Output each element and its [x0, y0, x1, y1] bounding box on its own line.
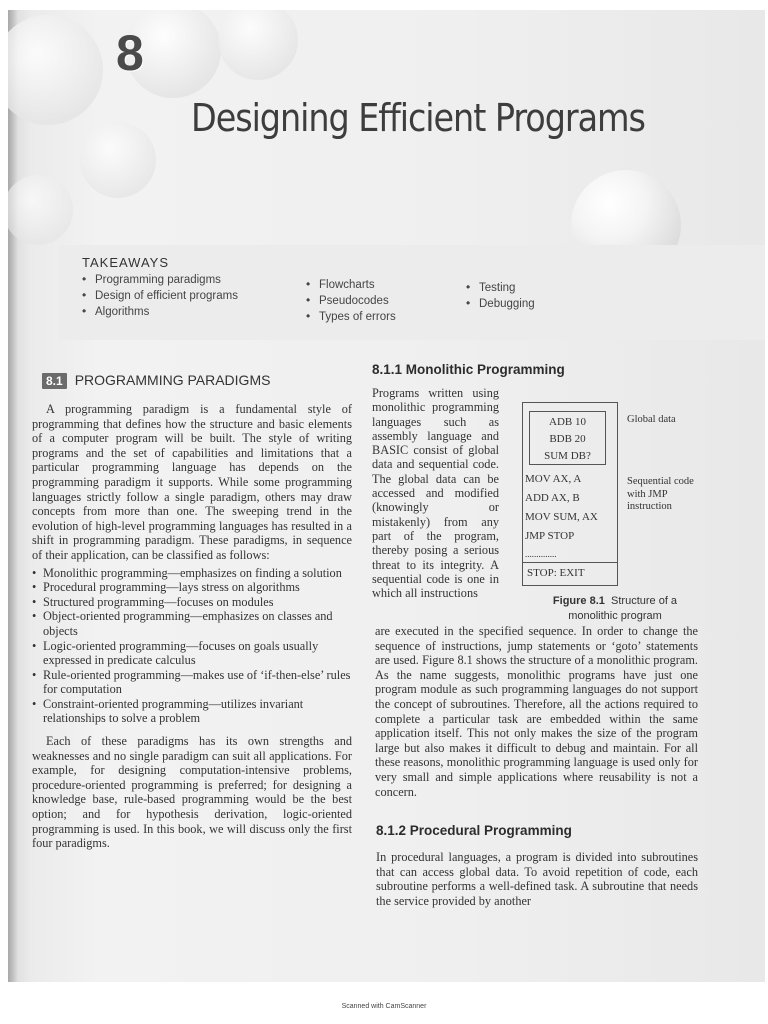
takeaway-item: • Testing — [466, 280, 535, 296]
paradigm-list — [32, 566, 352, 727]
paradigm-item: • Object-oriented programming—emphasizes on classes and objects — [32, 609, 352, 638]
book-page — [8, 10, 765, 982]
monolithic-wide-text: are executed in the specified sequence. In order to change the sequence of instructions, jump statements or ‘goto’ statements are used. Figure 8.1 shows the structure of a monolithic program. As the name suggests, monolithic programs have just one program module as such programming languages do not support the concept of subroutines. Therefore, all the actions required to complete a particular task are embedded within the same application itself. This not only makes the size of the program large but also makes it difficult to debug and maintain. For all these reasons, monolithic programming language is used only for very small and simple applications where reusability is not a concern. — [375, 624, 698, 799]
code-ellipsis: .............. — [525, 549, 557, 559]
label-sequential-code: Sequential code with JMP instruction — [627, 476, 694, 512]
global-data-line: BDB 20 — [549, 433, 586, 445]
takeaway-item: • Programming paradigms — [82, 272, 238, 288]
chapter-title: Designing Efficient Programs — [191, 96, 645, 140]
takeaway-item: • Flowcharts — [306, 277, 396, 293]
monolithic-narrow-text: Programs written using monolithic programming languages such as assembly language and BASIC consist of global data and sequential code. The global data can be accessed and modified (knowingly or mistakenly) from any part of the program, thereby posing a serious threat to its integrity. A sequential code is one in which all instructions — [372, 386, 499, 601]
paradigm-item: • Monolithic programming—emphasizes on finding a solution — [32, 566, 352, 581]
section-closing-paragraph: Each of these paradigms has its own strengths and weaknesses and no single paradigm can suit all applications. For example, for designing computation-intensive problems, procedure-oriented programming is preferred; for designing a knowledge base, rule-based programming would be the best option; and for hypothesis derivation, logic-oriented programming is used. In this book, we will discuss only the first four paradigms. — [32, 734, 352, 851]
takeaways-column-1 — [82, 272, 238, 320]
global-data-line: ADB 10 — [549, 416, 586, 428]
figure-program-structure — [522, 402, 618, 586]
takeaway-item: • Types of errors — [306, 309, 396, 325]
takeaway-item: • Algorithms — [82, 304, 238, 320]
scanner-footer: Scanned with CamScanner — [341, 1003, 427, 1010]
stop-line: STOP: EXIT — [527, 567, 585, 579]
section-title: PROGRAMMING PARADIGMS — [74, 372, 271, 388]
section-heading — [42, 372, 270, 389]
figure-caption-number: Figure 8.1 — [552, 595, 605, 607]
paradigm-item: • Logic-oriented programming—focuses on goals usually expressed in predicate calculus — [32, 639, 352, 668]
chapter-number: 8 — [116, 25, 144, 81]
code-line: JMP STOP — [525, 530, 575, 542]
stop-divider — [523, 562, 617, 563]
code-line: MOV AX, A — [525, 473, 582, 485]
label-global-data: Global data — [627, 414, 676, 425]
code-line: ADD AX, B — [525, 492, 580, 504]
paradigm-item: • Structured programming—focuses on modules — [32, 595, 352, 610]
global-data-line: SUM DB? — [544, 450, 591, 462]
paradigm-item: • Constraint-oriented programming—utilizes invariant relationships to solve a problem — [32, 697, 352, 726]
procedural-heading: 8.1.2 Procedural Programming — [376, 823, 572, 838]
section-intro-paragraph: A programming paradigm is a fundamental style of programming that defines how the structure and basic elements of a computer program will be built. The style of writing programs and the set of capabilities and limitations that a particular programming language has depends on the programming paradigm it supports. While some programming languages strictly follow a single paradigm, others may draw concepts from more than one. The sweeping trend in the evolution of high-level programming languages has resulted in a shift in programming paradigm. These paradigms, in sequence of their application, can be classified as follows: — [32, 402, 352, 562]
takeaway-item: • Pseudocodes — [306, 293, 396, 309]
figure-caption-text: Structure of a monolithic program — [568, 595, 678, 622]
figure-caption — [530, 594, 700, 624]
paradigm-item: • Procedural programming—lays stress on algorithms — [32, 580, 352, 595]
takeaways-box — [58, 245, 765, 340]
takeaways-column-3 — [466, 280, 535, 312]
takeaway-item: • Debugging — [466, 296, 535, 312]
code-line: MOV SUM, AX — [525, 511, 598, 523]
section-number-badge: 8.1 — [42, 373, 67, 389]
monolithic-heading: 8.1.1 Monolithic Programming — [372, 362, 565, 377]
global-data-block — [529, 411, 606, 465]
takeaway-item: • Design of efficient programs — [82, 288, 238, 304]
paradigm-item: • Rule-oriented programming—makes use of ‘if-then-else’ rules for computation — [32, 668, 352, 697]
procedural-text: In procedural languages, a program is divided into subroutines that can access global data. To avoid repetition of code, each subroutine performs a well-defined task. A subroutine that needs the service provided by another — [376, 850, 698, 908]
takeaways-title: TAKEAWAYS — [82, 255, 170, 270]
left-column — [32, 402, 352, 851]
takeaways-column-2 — [306, 277, 396, 325]
